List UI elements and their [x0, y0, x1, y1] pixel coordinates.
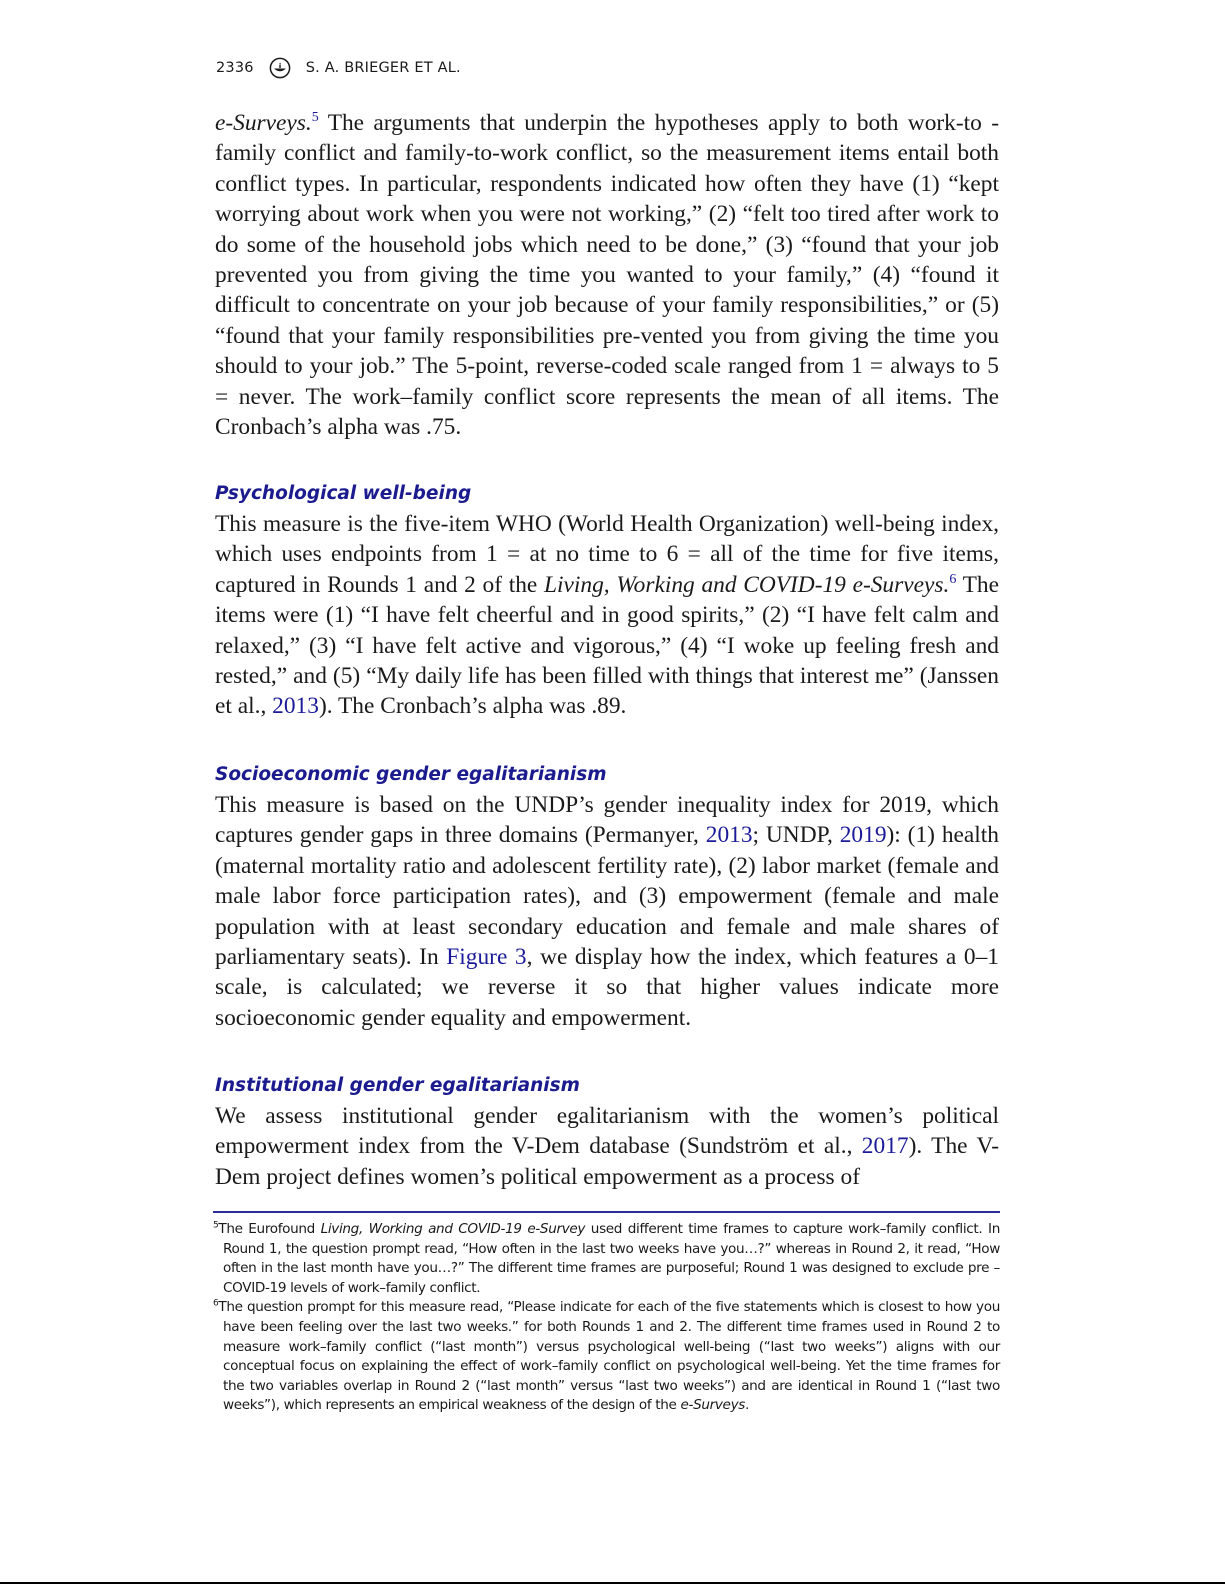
publisher-lamp-icon	[269, 57, 291, 79]
body-paragraph	[215, 108, 999, 442]
figure-link[interactable]: Figure 3	[446, 944, 527, 971]
body-paragraph	[215, 1101, 999, 1192]
paragraph-text: ): (1) health (maternal mortality ratio and adolescent fertility rate), (2) labor market (female and male labor force participation rates), and (3) empowerment (female and male population with at least secondary education and female and male shares of parliamentary seats). In	[215, 822, 999, 971]
footnote-text: The Eurofound	[218, 1221, 321, 1237]
footnote-ref-6[interactable]: 6	[949, 572, 957, 588]
citation-link[interactable]: 2019	[839, 822, 887, 849]
footnote-mark: 5	[213, 1220, 219, 1231]
paragraph-text: We assess institutional gender egalitarianism with the women’s political empowerment index from the V-Dem database (Sundström et al.,	[215, 1103, 999, 1160]
footnotes	[213, 1220, 1000, 1416]
section-work-family-conflict-continued	[215, 108, 999, 442]
section-psychological-well-being	[215, 481, 999, 722]
italic-text: e-Surveys.	[215, 110, 312, 136]
footnote-5	[213, 1220, 1000, 1298]
footnote-text: .	[745, 1397, 749, 1414]
body-paragraph	[215, 790, 999, 1033]
citation-link[interactable]: 2013	[272, 693, 319, 720]
paragraph-text: ). The Cronbach’s alpha was .89.	[318, 693, 627, 720]
italic-text: Living, Working and COVID-19 e-Surveys.	[544, 571, 950, 598]
italic-text: e-Surveys	[680, 1397, 746, 1414]
footnote-ref-5[interactable]: 5	[311, 110, 319, 126]
section-heading: Institutional gender egalitarianism	[215, 1075, 580, 1096]
footnote-6	[213, 1298, 1000, 1416]
paragraph-text: ; UNDP,	[752, 822, 840, 849]
paragraph-text: The items were (1) “I have felt cheerful and in good spirits,” (2) “I have felt calm and relaxed,” (3) “I have felt active and vigorous,” (4) “I woke up feeling fresh and rested,” and (5) “My daily life has been filled with things that interest me” (Janssen et al.,	[215, 571, 999, 720]
running-title: S. A. BRIEGER ET AL.	[305, 60, 461, 76]
paragraph-text: ). The V-Dem project defines women’s political empowerment as a process of	[215, 1133, 999, 1190]
italic-text: Living, Working and COVID-19 e-Survey	[320, 1221, 586, 1237]
section-heading: Socioeconomic gender egalitarianism	[215, 764, 607, 785]
citation-link[interactable]: 2017	[861, 1133, 909, 1160]
paragraph-text: , we display how the index, which features a 0–1 scale, is calculated; we reverse it so that higher values indicate more socioeconomic gender equality and empowerment.	[215, 944, 999, 1031]
section-heading: Psychological well-being	[215, 483, 472, 504]
paragraph-text: This measure is based on the UNDP’s gender inequality index for 2019, which captures gender gaps in three domains (Permanyer,	[215, 792, 999, 849]
footnote-divider	[213, 1211, 1000, 1213]
citation-link[interactable]: 2013	[705, 822, 753, 849]
section-socioeconomic-gender-egalitarianism	[215, 762, 999, 1033]
footnote-mark: 6	[213, 1298, 219, 1309]
body-paragraph	[215, 509, 999, 722]
paragraph-text: The arguments that underpin the hypotheses apply to both work-to -family conflict and family-to-work conflict, so the measurement items entail both conflict types. In particular, respondents indicated how often they have (1) “kept worrying about work when you were not working,” (2) “felt too tired after work to do some of the household jobs which need to be done,” (3) “found that your job prevented you from giving the time you wanted to your family,” (4) “found it difficult to concentrate on your job because of your family responsibilities,” or (5) “found that your family responsibilities pre-vented you from giving the time you should to your job.” The 5-point, reverse-coded scale ranged from 1 = always to 5 = never. The work–family conflict score represents the mean of all items. The Cronbach’s alpha was .75.	[215, 110, 999, 441]
section-institutional-gender-egalitarianism	[215, 1073, 999, 1192]
page-number: 2336	[216, 60, 254, 76]
paragraph-text: This measure is the five-item WHO (World Health Organization) well-being index, which uses endpoints from 1 = at no time to 6 = all of the time for five items, captured in Rounds 1 and 2 of the	[215, 511, 999, 598]
footnote-text: used different time frames to capture work–family conflict. In Round 1, the question prompt read, “How often in the last two weeks have you…?” whereas in Round 2, it read, “How often in the last month have you…?” The different time frames are purposeful; Round 1 was designed to exclude pre – COVID-19 levels of work–family conflict.	[223, 1221, 1000, 1296]
running-head	[216, 57, 461, 79]
footnote-text: The question prompt for this measure read, “Please indicate for each of the five statements which is closest to how you have been feeling over the last two weeks.” for both Rounds 1 and 2. The different time frames used in Round 2 to measure work–family conflict (“last month”) versus psychological well-being (“last two weeks”) aligns with our conceptual focus on explaining the effect of work–family conflict on psychological well-being. Yet the time frames for the two variables overlap in Round 2 (“last month” versus “last two weeks”) and are identical in Round 1 (“last two weeks”), which represents an empirical weakness of the design of the	[218, 1299, 1000, 1414]
page-bottom-border	[0, 1582, 1225, 1584]
